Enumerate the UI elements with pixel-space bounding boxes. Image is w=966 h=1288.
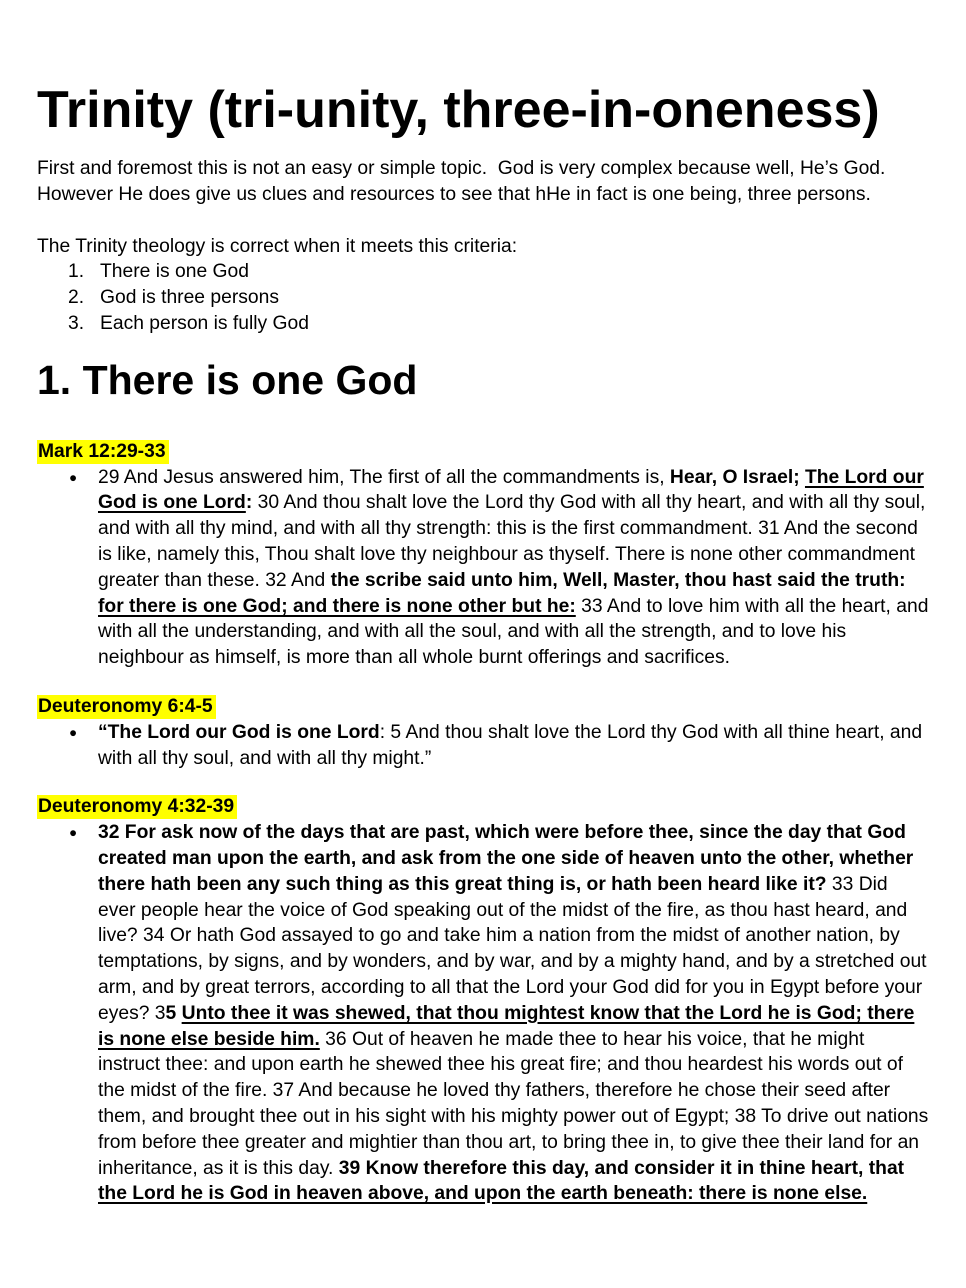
verse-list — [37, 820, 930, 1207]
list-number: 2. — [68, 287, 85, 309]
criteria-item — [68, 259, 930, 285]
section-1-heading: 1. There is one God — [37, 356, 418, 403]
criteria-item — [68, 311, 930, 337]
verse-item — [69, 720, 930, 772]
scripture-passage-deut4 — [37, 794, 930, 1207]
verse-text: “The Lord our God is one Lord: 5 And thou shalt love the Lord thy God with all thine heart, and with all thy soul, and with all thy might.” — [98, 721, 923, 769]
highlighted-reference: Deuteronomy 4:32-39 — [37, 795, 237, 819]
criteria-item-label: God is three persons — [100, 287, 279, 309]
criteria-intro: The Trinity theology is correct when it meets this criteria: — [37, 235, 518, 257]
verse-list — [37, 465, 930, 671]
list-number: 3. — [68, 312, 85, 334]
verse-list — [37, 720, 930, 772]
bullet-icon: ● — [69, 825, 78, 841]
criteria-list — [37, 259, 930, 336]
bullet-icon: ● — [69, 724, 78, 740]
highlighted-reference: Deuteronomy 6:4-5 — [37, 695, 216, 719]
verse-item — [69, 465, 930, 671]
criteria-item — [68, 285, 930, 311]
verse-text: 29 And Jesus answered him, The first of all the commandments is, Hear, O Israel; The Lord our God is one Lord: 30 And thou shalt love the Lord thy God with all thy heart, and with all thy soul, and with all thy mind, and with all thy strength: this is the first commandment. 31 And the second is like, namely this, Thou shalt love thy neighbour as thyself. There is none other commandment greater than these. 32 And the scribe said unto him, Well, Master, thou hast said the truth: for there is one God; and there is none other but he: 33 And to love him with all the heart, and with all the understanding, and with all the soul, and with all the strength, and to love his neighbour as himself, is more than all whole burnt offerings and sacrifices. — [98, 466, 929, 669]
scripture-passage-mark — [37, 439, 930, 671]
list-number: 1. — [68, 261, 85, 283]
highlighted-reference: Mark 12:29-33 — [37, 440, 169, 464]
criteria-item-label: There is one God — [100, 261, 249, 283]
page-title: Trinity (tri-unity, three-in-oneness) — [37, 81, 880, 139]
verse-text: 32 For ask now of the days that are past, which were before thee, since the day that God created man upon the earth, and ask from the one side of heaven unto the other, whether there hath been any such thing as this great thing is, or hath been heard like it? 33 Did ever people hear the voice of God speaking out of the midst of the fire, as thou hast heard, and live? 34 Or hath God assayed to go and take him a nation from the midst of another nation, by temptations, by signs, and by wonders, and by war, and by a mighty hand, and by a stretched out arm, and by great terrors, according to all that the Lord your God did for you in Egypt before your eyes? 35 Unto thee it was shewed, that thou mightest know that the Lord he is God; there is none else beside him. 36 Out of heaven he made thee to hear his voice, that he might instruct thee: and upon earth he shewed thee his great fire; and thou heardest his words out of the midst of the fire. 37 And because he loved thy fathers, therefore he chose their seed after them, and brought thee out in his sight with his mighty power out of Egypt; 38 To drive out nations from before thee greater and mightier than thou art, to bring thee in, to give thee their land for an inheritance, as it is this day. 39 Know therefore this day, and consider it in thine heart, that the Lord he is God in heaven above, and upon the earth beneath: there is none else. — [98, 822, 929, 1205]
scripture-reference — [37, 694, 930, 720]
scripture-reference — [37, 794, 930, 820]
intro-paragraph: First and foremost this is not an easy or simple topic. God is very complex because well, He’s God. However He does give us clues and resources to see that hHe in fact is one being, three persons. — [37, 158, 891, 205]
bullet-icon: ● — [69, 469, 78, 485]
scripture-reference — [37, 439, 930, 465]
verse-item — [69, 820, 930, 1207]
criteria-item-label: Each person is fully God — [100, 312, 309, 334]
scripture-passage-deut6 — [37, 694, 930, 771]
